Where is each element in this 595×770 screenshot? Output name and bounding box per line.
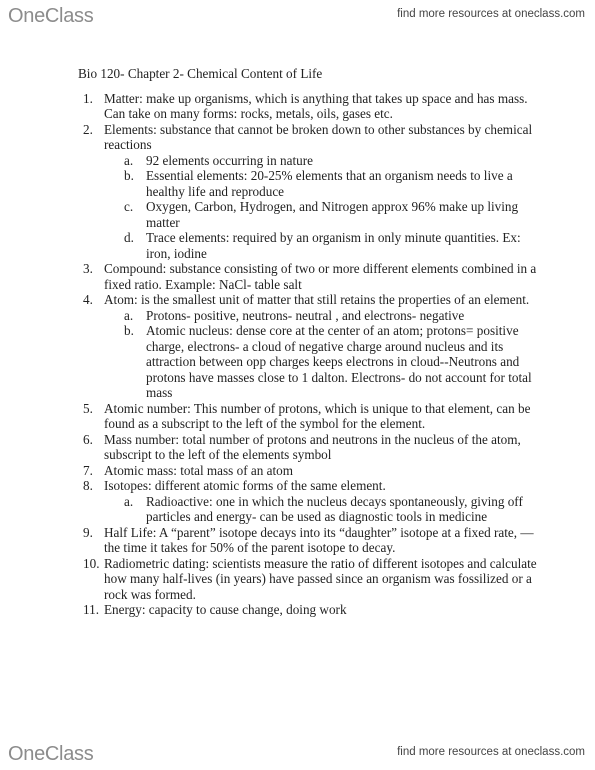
item-number: 9. — [83, 524, 93, 540]
item-text: Matter: make up organisms, which is anything that takes up space and has mass. Can take on many forms: rocks, metals, oils, gases etc. — [104, 90, 528, 121]
sub-list-item — [104, 230, 548, 261]
sub-list-item — [104, 199, 548, 230]
document-body — [78, 66, 548, 618]
sub-list-item — [104, 308, 548, 324]
item-text: Half Life: A “parent” isotope decays into its “daughter” isotope at a fixed rate, —the time it takes for 50% of the parent isotope to decay. — [104, 524, 534, 555]
sub-list-item — [104, 153, 548, 169]
sub-item-text: Radioactive: one in which the nucleus decays spontaneously, giving off particles and energy- can be used as diagnostic tools in medicine — [146, 493, 523, 524]
list-item — [78, 401, 548, 432]
sub-list — [104, 308, 548, 401]
oneclass-logo[interactable]: OneClass — [8, 5, 94, 27]
item-text: Radiometric dating: scientists measure the ratio of different isotopes and calculate how many half-lives (in years) have passed since an organism was fossilized or a rock was formed. — [104, 555, 537, 602]
sub-item-letter: c. — [124, 199, 134, 214]
sub-item-letter: a. — [124, 307, 134, 323]
item-number: 10. — [83, 555, 100, 571]
item-text: Elements: substance that cannot be broken down to other substances by chemical reactions — [104, 121, 533, 152]
sub-list-item — [104, 494, 548, 525]
item-number: 7. — [83, 462, 93, 478]
list-item — [78, 432, 548, 463]
main-list — [78, 91, 548, 618]
sub-item-text: Essential elements: 20-25% elements that an organism needs to live a healthy life and reproduce — [146, 168, 513, 199]
item-text: Atom: is the smallest unit of matter that still retains the properties of an element. — [104, 292, 530, 307]
item-number: 5. — [83, 400, 93, 416]
list-item — [78, 556, 548, 603]
item-number: 6. — [83, 431, 93, 447]
item-text: Energy: capacity to cause change, doing work — [104, 602, 347, 617]
item-number: 11. — [83, 602, 99, 617]
footer-tagline-link[interactable]: find more resources at oneclass.com — [397, 746, 585, 758]
sub-item-letter: a. — [124, 493, 134, 509]
sub-item-letter: d. — [124, 230, 134, 245]
document-title: Bio 120- Chapter 2- Chemical Content of Life — [78, 66, 323, 81]
item-number: 4. — [83, 292, 93, 307]
list-item — [78, 525, 548, 556]
sub-item-letter: a. — [124, 152, 134, 168]
page-header — [0, 0, 595, 30]
sub-item-text: Trace elements: required by an organism in only minute quantities. Ex: iron, iodine — [146, 230, 521, 261]
item-number: 1. — [83, 90, 93, 106]
list-item — [78, 292, 548, 401]
item-number: 3. — [83, 261, 93, 276]
item-text: Atomic number: This number of protons, which is unique to that element, can be found as a subscript to the left of the symbol for the element. — [104, 400, 531, 431]
sub-item-text: 92 elements occurring in nature — [146, 152, 313, 168]
item-text: Atomic mass: total mass of an atom — [104, 462, 293, 478]
sub-list-item — [104, 168, 548, 199]
sub-item-text: Protons- positive, neutrons- neutral , and electrons- negative — [146, 307, 465, 323]
sub-item-text: Oxygen, Carbon, Hydrogen, and Nitrogen approx 96% make up living matter — [146, 199, 519, 230]
sub-item-letter: b. — [124, 323, 134, 338]
list-item — [78, 122, 548, 262]
item-number: 2. — [83, 121, 93, 137]
header-tagline-link[interactable]: find more resources at oneclass.com — [397, 8, 585, 20]
list-item — [78, 463, 548, 479]
oneclass-logo[interactable]: OneClass — [8, 743, 94, 765]
list-item — [78, 261, 548, 292]
item-number: 8. — [83, 478, 93, 493]
page-footer — [0, 738, 595, 768]
sub-item-text: Atomic nucleus: dense core at the center of an atom; protons= positive charge, electrons- a cloud of negative charge around nucleus and its attraction between opp charges keeps electrons in cloud--Neutrons and protons have masses close to 1 dalton. Electrons- do not account for total mass — [146, 323, 532, 400]
sub-list — [104, 494, 548, 525]
sub-item-letter: b. — [124, 168, 134, 183]
list-item — [78, 602, 548, 618]
sub-list — [104, 153, 548, 262]
list-item — [78, 91, 548, 122]
item-text: Isotopes: different atomic forms of the same element. — [104, 478, 386, 493]
list-item — [78, 478, 548, 525]
sub-list-item — [104, 323, 548, 401]
item-text: Mass number: total number of protons and neutrons in the nucleus of the atom, subscript to the left of the elements symbol — [104, 431, 521, 462]
item-text: Compound: substance consisting of two or more different elements combined in a fixed ratio. Example: NaCl- table salt — [104, 261, 537, 292]
